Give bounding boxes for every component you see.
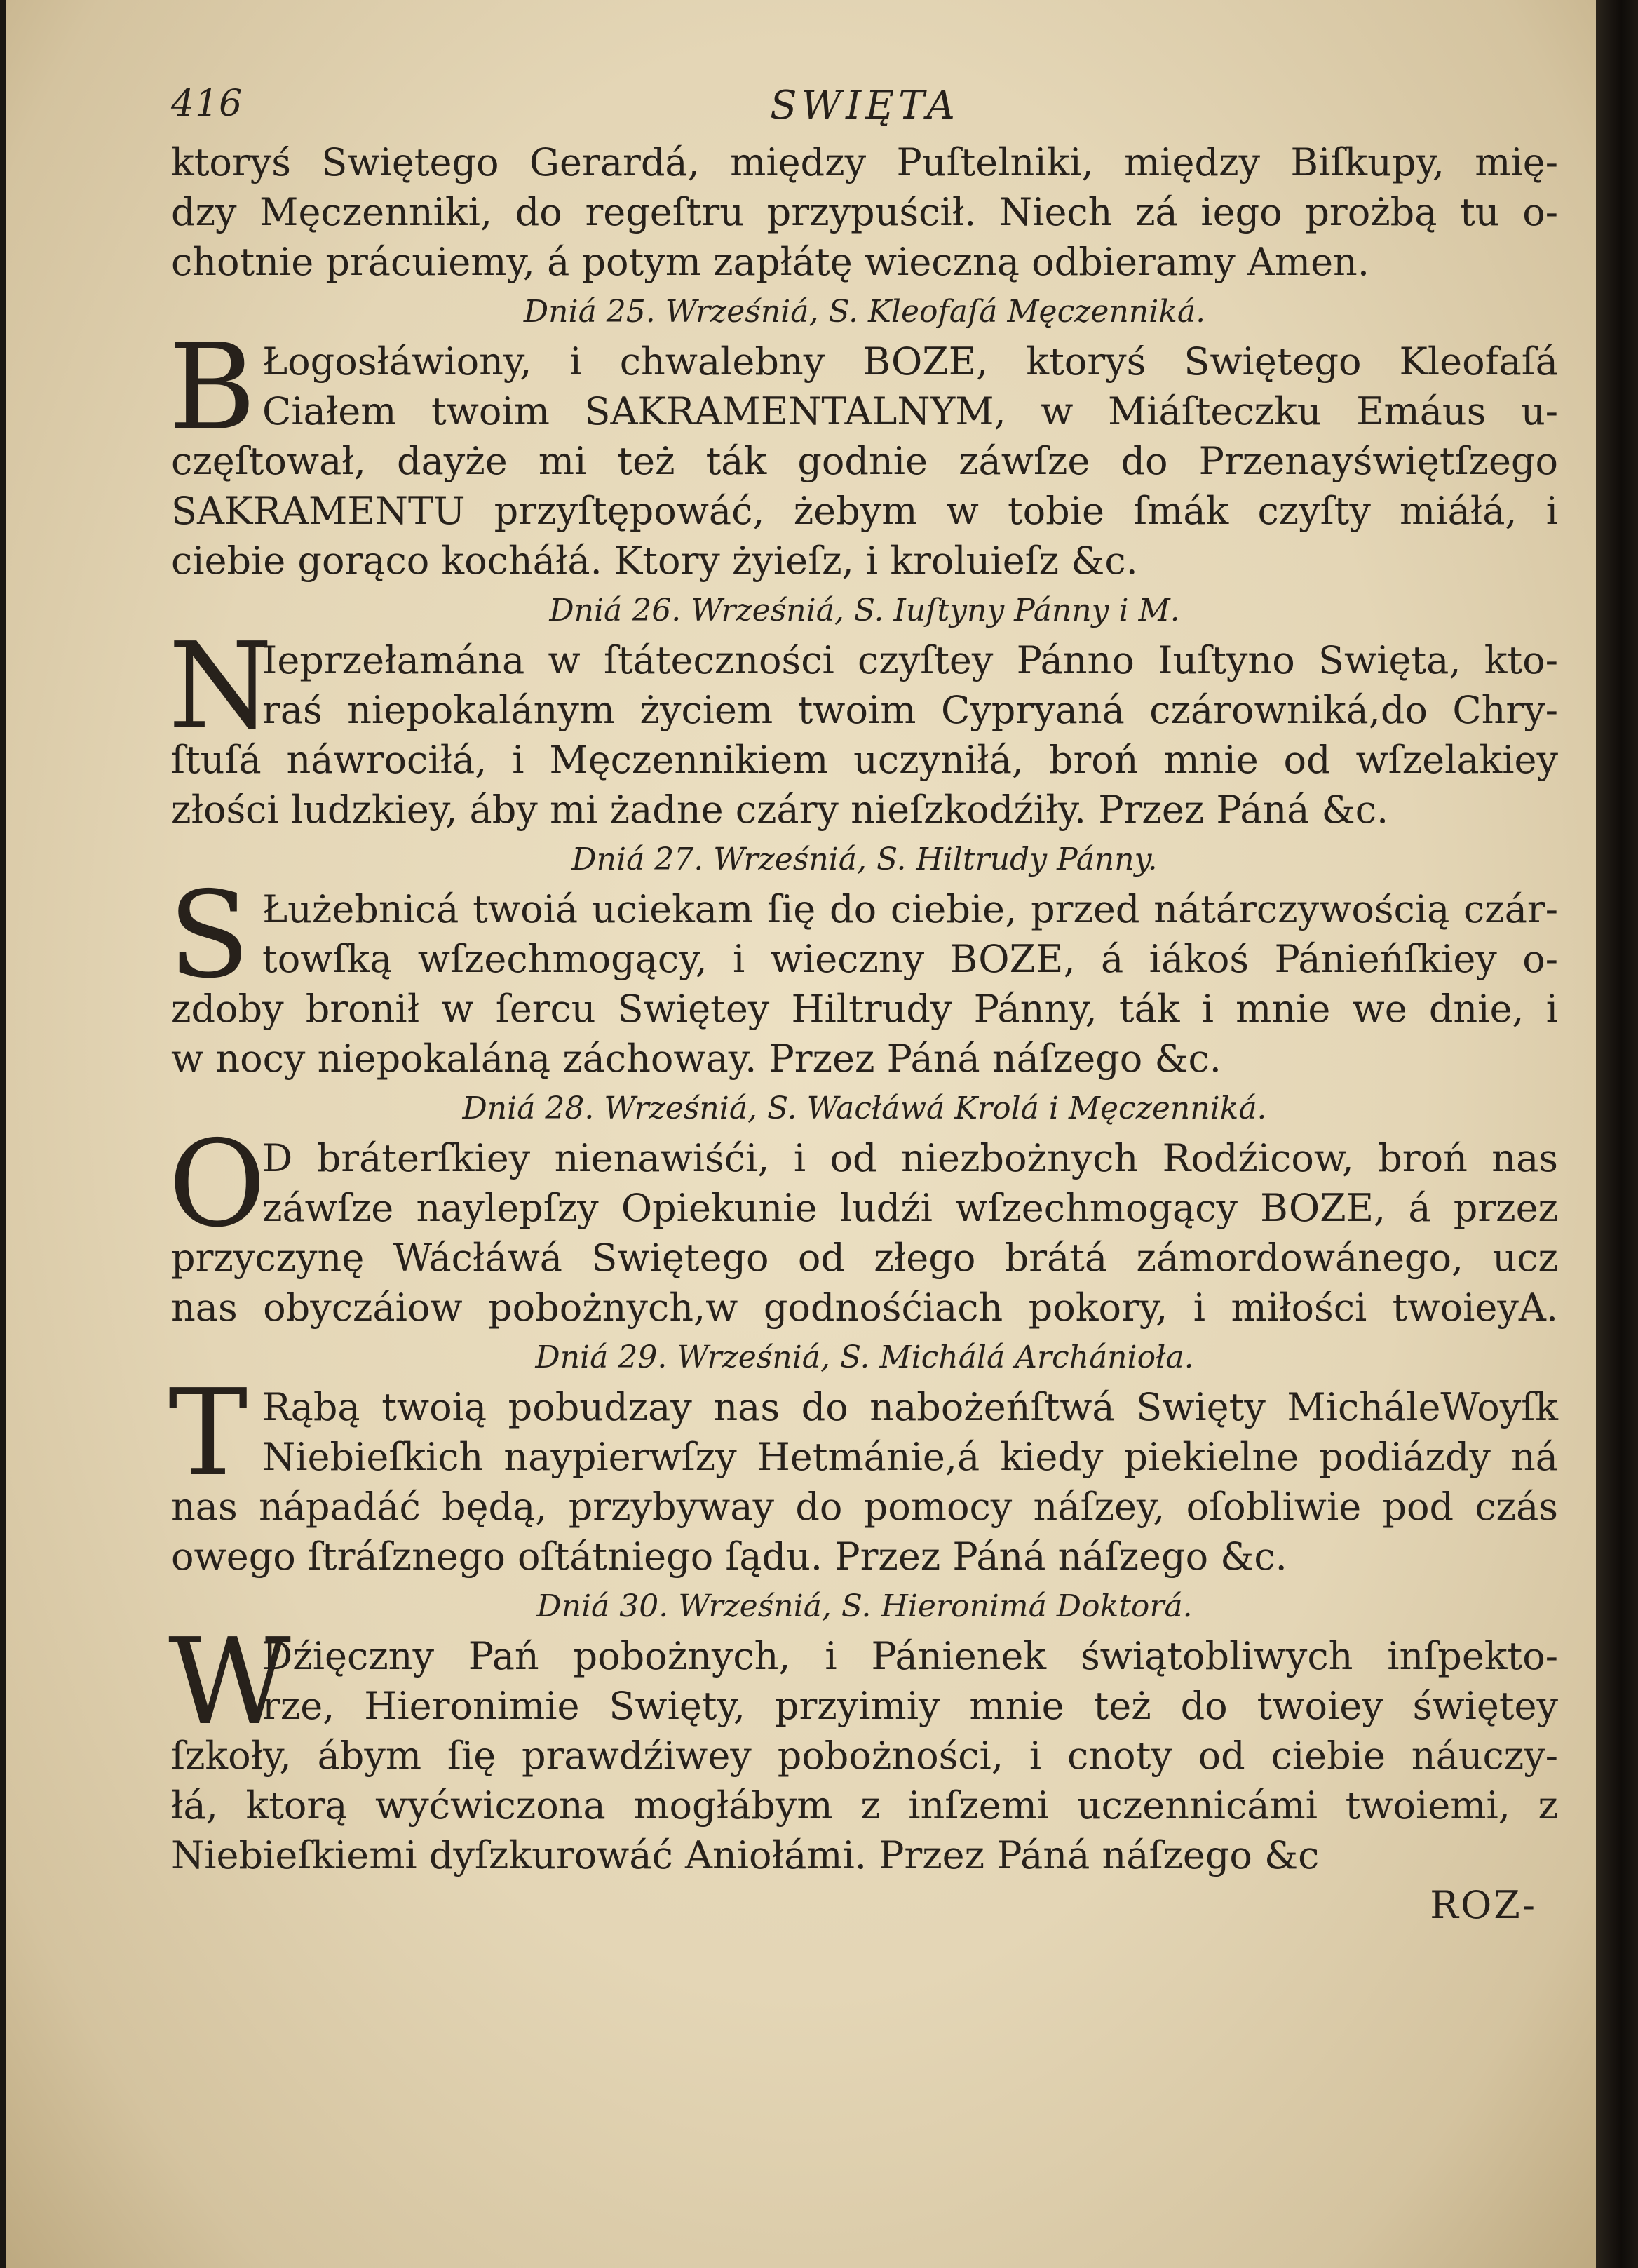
entry-paragraph bbox=[168, 1115, 1558, 1332]
running-title: SWIĘTA bbox=[770, 83, 959, 128]
text-line: towſką wſzechmogący, i wieczny BOZE, á iákoś Pánieńſkiey o- bbox=[262, 937, 1558, 981]
text-line: złości ludzkiey, áby mi żadne czáry nieſzkodźiły. Przez Páná &c. bbox=[171, 788, 1389, 832]
text-line: nas obyczáiow pobożnych,w godnośćiach pokory, i miłości twoieyA. bbox=[171, 1285, 1558, 1330]
entry-heading: Dniá 29. Wrześniá, S. Michálá Archánioła. bbox=[535, 1339, 1194, 1375]
entry-heading: Dniá 28. Wrześniá, S. Wacłáwá Krolá i Męczenniká. bbox=[462, 1091, 1267, 1126]
text-line: raś niepokalánym życiem twoim Cypryaná czárowniká,do Chry- bbox=[262, 688, 1558, 732]
text-line: ſzkoły, ábym ſię prawdźiwey pobożności, i cnoty od ciebie náuczy- bbox=[171, 1734, 1558, 1778]
drop-cap-initial: W bbox=[168, 1613, 291, 1752]
text-line: zdoby bronił w ſercu Swiętey Hiltrudy Pánny, ták i mnie we dnie, i bbox=[171, 987, 1558, 1031]
entry-paragraph bbox=[168, 318, 1558, 586]
entry-paragraph bbox=[168, 617, 1558, 835]
page-number: 416 bbox=[171, 83, 243, 125]
entry-heading: Dniá 26. Wrześniá, S. Iuſtyny Pánny i M. bbox=[549, 593, 1180, 628]
text-line: D bráterſkiey nienawiśći, i od niezbożnych Rodźicow, broń nas bbox=[262, 1136, 1558, 1180]
text-line: Dźięczny Pań pobożnych, i Pánienek świątobliwych inſpekto- bbox=[262, 1634, 1558, 1678]
text-line: Niebieſkiemi dyſzkurowáć Aniołámi. Przez Páná náſzego &c bbox=[171, 1833, 1320, 1877]
drop-cap-initial: O bbox=[168, 1115, 266, 1254]
drop-cap-initial: N bbox=[168, 617, 273, 756]
text-line: dzy Męczenniki, do regeſtru przypuścił. Niech zá iego prożbą tu o- bbox=[171, 190, 1558, 234]
text-line: rze, Hieronimie Swięty, przyimiy mnie też do twoiey świętey bbox=[262, 1684, 1558, 1728]
catchword: ROZ- bbox=[1430, 1883, 1537, 1927]
page-edge-shadow bbox=[1596, 0, 1638, 2268]
text-line: w nocy niepokaláną záchoway. Przez Páná náſzego &c. bbox=[171, 1037, 1221, 1081]
text-line: łá, ktorą wyćwiczona mogłábym z inſzemi uczennicámi twoiemi, z bbox=[171, 1783, 1558, 1828]
text-line: Rąbą twoią pobudzay nas do nabożeńſtwá Swięty MichálеWoyſk bbox=[262, 1385, 1558, 1429]
text-line: ſtuſá náwrociłá, i Męczennikiem uczyniłá, broń mnie od wſzelakiey bbox=[171, 738, 1558, 782]
entry-paragraph bbox=[168, 1613, 1558, 1880]
drop-cap-initial: B bbox=[168, 318, 256, 457]
text-line: Łużebnicá twoiá uciekam ſię do ciebie, przed nátárczywością czár- bbox=[262, 887, 1558, 931]
text-line: ciebie gorąco kocháłá. Ktory żyieſz, i kroluieſz &c. bbox=[171, 539, 1138, 583]
drop-cap-initial: T bbox=[168, 1364, 248, 1503]
entry-heading: Dniá 25. Wrześniá, S. Kleofaſá Męczenniká. bbox=[523, 294, 1206, 330]
text-line: chotnie prácuiemy, á potym zapłátę wieczną odbieramy Amen. bbox=[171, 240, 1369, 284]
intro-paragraph bbox=[171, 137, 1558, 287]
page-header bbox=[171, 74, 1558, 137]
text-line: przyczynę Wácłáwá Swiętego od złego brátá zámordowánego, ucz bbox=[171, 1236, 1558, 1280]
text-line: Łogosłáwiony, i chwalebny BOZE, ktoryś Swiętego Kleofaſá bbox=[262, 339, 1558, 384]
text-line: częſtował, dayże mi też ták godnie záwſze do Przenayświętſzego bbox=[171, 439, 1558, 483]
entry-paragraph bbox=[168, 1364, 1558, 1581]
entry-heading: Dniá 27. Wrześniá, S. Hiltrudy Pánny. bbox=[571, 842, 1158, 877]
text-line: záwſze naylepſzy Opiekunie ludźi wſzechmogący BOZE, á przez bbox=[262, 1186, 1558, 1230]
text-line: owego ſtráſznego oſtátniego ſądu. Przez Páná náſzego &c. bbox=[171, 1534, 1287, 1579]
page-text-block bbox=[168, 74, 1558, 1930]
book-page bbox=[6, 0, 1596, 2268]
entry-paragraph bbox=[168, 866, 1558, 1084]
text-line: Niebieſkich naypierwſzy Hetmánie,á kiedy piekielne podiázdy ná bbox=[262, 1435, 1558, 1479]
text-line: Ciałem twoim SAKRAMENTALNYM, w Miáſteczku Emáus u- bbox=[262, 389, 1558, 433]
text-line: nas nápadáć będą, przybyway do pomocy náſzey, oſobliwie pod czás bbox=[171, 1485, 1558, 1529]
entry-heading: Dniá 30. Wrześniá, S. Hieronimá Doktorá. bbox=[536, 1588, 1193, 1624]
drop-cap-initial: S bbox=[168, 866, 250, 1005]
text-line: SAKRAMENTU przyſtępowáć, żebym w tobie ſmák czyſty miáłá, i bbox=[171, 489, 1558, 533]
text-line: ktoryś Swiętego Gerardá, między Puſtelniki, między Biſkupy, mię- bbox=[171, 140, 1558, 184]
text-line: Ieprzełamána w ſtáteczności czyſtey Pánno Iuſtyno Swięta, kto- bbox=[262, 638, 1558, 682]
